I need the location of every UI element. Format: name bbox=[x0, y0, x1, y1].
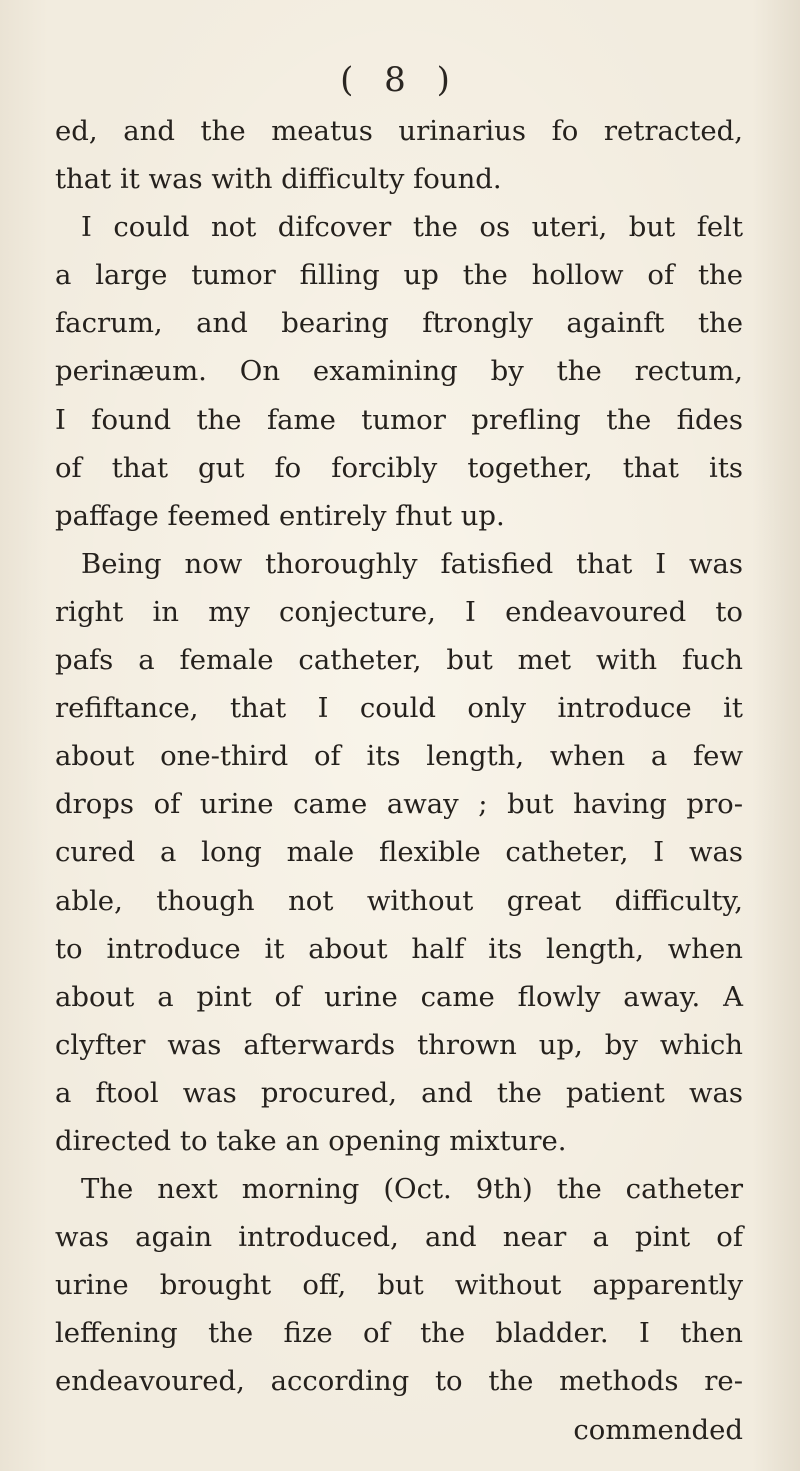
text-line: The next morning (Oct. 9th) the catheter bbox=[81, 1173, 743, 1206]
text-line: paffage feemed entirely fhut up. bbox=[55, 499, 505, 532]
text-line: I could not difcover the os uteri, but felt bbox=[81, 211, 743, 244]
text-line: facrum, and bearing ftrongly againft the bbox=[55, 307, 743, 340]
text-line: drops of urine came away ; but having pro- bbox=[55, 788, 743, 821]
text-line: cured a long male flexible catheter, I was bbox=[55, 836, 743, 869]
text-line: that it was with difficulty found. bbox=[55, 163, 502, 196]
text-line: able, though not without great difficulty, bbox=[55, 884, 743, 917]
text-line: was again introduced, and near a pint of bbox=[55, 1221, 743, 1254]
text-line: refiftance, that I could only introduce it bbox=[55, 692, 743, 725]
text-line: Being now thoroughly fatisfied that I was bbox=[81, 547, 743, 580]
text-line: urine brought off, but without apparently bbox=[55, 1269, 743, 1302]
text-line: perinæum. On examining by the rectum, bbox=[55, 355, 743, 388]
body-text bbox=[55, 107, 743, 1454]
text-line: to introduce it about half its length, when bbox=[55, 932, 743, 965]
text-line: directed to take an opening mixture. bbox=[55, 1124, 567, 1157]
text-line: leffening the fize of the bladder. I then bbox=[55, 1317, 743, 1350]
text-line: of that gut fo forcibly together, that its bbox=[55, 451, 743, 484]
text-line: a ftool was procured, and the patient was bbox=[55, 1076, 743, 1109]
text-line: ed, and the meatus urinarius fo retracted, bbox=[55, 115, 743, 147]
text-line: about a pint of urine came flowly away. A bbox=[55, 980, 743, 1013]
text-line: a large tumor filling up the hollow of the bbox=[55, 259, 743, 292]
text-line: right in my conjecture, I endeavoured to bbox=[55, 595, 743, 628]
text-line: I found the fame tumor prefling the fides bbox=[55, 403, 743, 436]
catchword: commended bbox=[573, 1413, 743, 1446]
text-line: endeavoured, according to the methods re- bbox=[55, 1365, 743, 1398]
text-line: clyfter was afterwards thrown up, by which bbox=[55, 1028, 743, 1061]
text-line: pafs a female catheter, but met with fuch bbox=[55, 644, 743, 677]
page-number: ( 8 ) bbox=[340, 60, 460, 100]
text-line: about one-third of its length, when a few bbox=[55, 740, 743, 773]
